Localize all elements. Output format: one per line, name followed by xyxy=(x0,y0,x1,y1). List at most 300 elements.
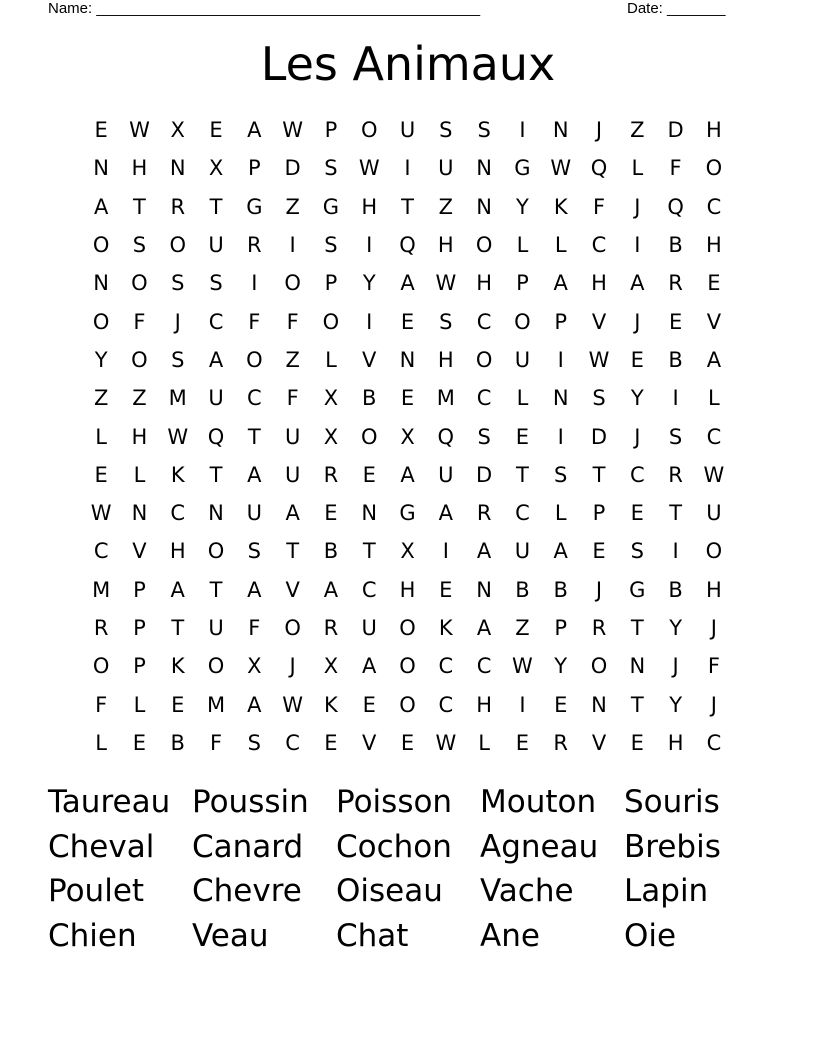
grid-letter[interactable]: R xyxy=(170,194,186,219)
grid-letter[interactable]: A xyxy=(247,118,262,143)
grid-letter[interactable]: E xyxy=(324,730,338,755)
grid-letter[interactable]: K xyxy=(324,692,338,717)
grid-letter[interactable]: E xyxy=(209,118,223,143)
grid-letter[interactable]: D xyxy=(476,462,493,487)
grid-letter[interactable]: G xyxy=(514,156,531,181)
grid-letter[interactable]: J xyxy=(289,654,296,679)
grid-letter[interactable]: Y xyxy=(516,194,529,219)
grid-letter[interactable]: N xyxy=(476,577,492,602)
grid-letter[interactable]: A xyxy=(362,654,377,679)
grid-letter[interactable]: S xyxy=(477,118,491,143)
grid-letter[interactable]: K xyxy=(553,194,568,219)
grid-letter[interactable]: Z xyxy=(285,347,300,372)
grid-letter[interactable]: T xyxy=(630,692,644,717)
grid-letter[interactable]: O xyxy=(207,539,225,564)
grid-letter[interactable]: O xyxy=(475,347,493,372)
grid-letter[interactable]: T xyxy=(516,462,529,487)
grid-letter[interactable]: O xyxy=(322,309,340,334)
grid-letter[interactable]: S xyxy=(171,347,185,372)
grid-letter[interactable]: A xyxy=(247,577,262,602)
grid-letter[interactable]: I xyxy=(634,233,641,258)
grid-letter[interactable]: P xyxy=(248,156,261,181)
grid-letter[interactable]: B xyxy=(668,233,683,258)
grid-letter[interactable]: S xyxy=(630,539,644,564)
grid-letter[interactable]: W xyxy=(358,156,380,181)
grid-letter[interactable]: C xyxy=(285,730,300,755)
grid-letter[interactable]: Z xyxy=(515,616,530,640)
grid-letter[interactable]: N xyxy=(131,501,148,526)
grid-letter[interactable]: P xyxy=(592,501,606,526)
grid-letter[interactable]: I xyxy=(289,233,296,258)
grid-letter[interactable]: I xyxy=(557,424,564,449)
grid-letter[interactable]: S xyxy=(324,156,338,181)
grid-letter[interactable]: F xyxy=(95,692,108,717)
grid-letter[interactable]: H xyxy=(476,692,493,717)
grid-letter[interactable]: L xyxy=(95,424,107,449)
grid-letter[interactable]: I xyxy=(442,539,449,564)
grid-letter[interactable]: J xyxy=(672,654,679,679)
grid-letter[interactable]: L xyxy=(133,462,146,487)
grid-letter[interactable]: H xyxy=(131,424,148,449)
grid-letter[interactable]: S xyxy=(477,424,491,449)
grid-letter[interactable]: C xyxy=(361,577,377,602)
grid-letter[interactable]: V xyxy=(362,730,377,755)
grid-letter[interactable]: L xyxy=(95,730,107,755)
letter-grid xyxy=(82,111,733,762)
grid-letter[interactable]: K xyxy=(170,654,185,679)
grid-letter[interactable]: H xyxy=(706,577,722,602)
grid-letter[interactable]: H xyxy=(131,156,148,181)
grid-letter[interactable]: X xyxy=(323,424,339,449)
grid-letter[interactable]: W xyxy=(703,462,725,487)
grid-letter[interactable]: T xyxy=(286,539,300,564)
grid-letter[interactable]: P xyxy=(133,654,146,679)
grid-letter[interactable]: O xyxy=(399,654,416,679)
grid-letter[interactable]: V xyxy=(591,309,607,334)
grid-letter[interactable]: H xyxy=(437,233,454,258)
grid-letter[interactable]: W xyxy=(435,271,457,296)
grid-letter[interactable]: M xyxy=(92,577,111,602)
grid-letter[interactable]: P xyxy=(554,309,568,334)
grid-letter[interactable]: A xyxy=(553,271,568,296)
grid-letter[interactable]: E xyxy=(668,309,683,334)
grid-letter[interactable]: M xyxy=(168,386,187,411)
grid-letter[interactable]: B xyxy=(668,577,683,602)
grid-letter[interactable]: A xyxy=(476,539,492,564)
grid-letter[interactable]: L xyxy=(708,386,720,411)
grid-letter[interactable]: Q xyxy=(590,156,608,181)
grid-letter[interactable]: C xyxy=(476,654,492,679)
grid-letter[interactable]: Q xyxy=(437,424,455,449)
grid-letter[interactable]: O xyxy=(360,118,378,143)
grid-letter[interactable]: Y xyxy=(362,271,376,296)
grid-letter[interactable]: P xyxy=(133,616,146,640)
grid-letter[interactable]: Q xyxy=(207,424,225,449)
grid-letter[interactable]: S xyxy=(439,118,453,143)
grid-letter[interactable]: A xyxy=(285,501,300,526)
grid-letter[interactable]: T xyxy=(209,194,223,219)
word-list-item: Oie xyxy=(624,918,677,955)
grid-letter[interactable]: U xyxy=(514,539,531,564)
grid-letter[interactable]: C xyxy=(706,730,722,755)
grid-letter[interactable]: I xyxy=(519,118,526,143)
grid-letter[interactable]: O xyxy=(360,424,378,449)
grid-letter[interactable]: Y xyxy=(630,386,644,411)
grid-letter[interactable]: E xyxy=(400,386,415,411)
grid-letter[interactable]: X xyxy=(400,539,415,564)
grid-letter[interactable]: C xyxy=(247,386,262,411)
grid-letter[interactable]: Z xyxy=(285,194,300,219)
grid-letter[interactable]: H xyxy=(399,577,416,602)
grid-letter[interactable]: O xyxy=(207,654,225,679)
grid-letter[interactable]: U xyxy=(208,386,224,411)
grid-letter[interactable]: I xyxy=(672,539,679,564)
grid-letter[interactable]: U xyxy=(208,233,224,258)
grid-letter[interactable]: E xyxy=(94,118,108,143)
grid-letter[interactable]: V xyxy=(285,577,300,602)
grid-letter[interactable]: R xyxy=(247,233,262,258)
grid-letter[interactable]: C xyxy=(706,424,722,449)
grid-letter[interactable]: O xyxy=(399,692,416,717)
grid-letter[interactable]: W xyxy=(129,118,150,143)
grid-letter[interactable]: X xyxy=(400,424,415,449)
grid-letter[interactable]: T xyxy=(362,539,376,564)
grid-letter[interactable]: Y xyxy=(554,654,568,679)
grid-letter[interactable]: C xyxy=(170,501,186,526)
grid-letter[interactable]: X xyxy=(208,156,224,181)
grid-letter[interactable]: R xyxy=(476,501,492,526)
grid-letter[interactable]: T xyxy=(209,577,223,602)
word-list-item: Brebis xyxy=(624,828,721,865)
grid-letter[interactable]: O xyxy=(246,347,263,372)
grid-letter[interactable]: U xyxy=(208,616,224,640)
grid-letter[interactable]: E xyxy=(630,347,644,372)
grid-letter[interactable]: R xyxy=(93,616,109,640)
grid-letter[interactable]: B xyxy=(362,386,377,411)
grid-letter[interactable]: L xyxy=(554,501,567,526)
grid-letter[interactable]: O xyxy=(92,309,110,334)
grid-letter[interactable]: P xyxy=(324,271,338,296)
grid-letter[interactable]: R xyxy=(323,462,339,487)
grid-letter[interactable]: N xyxy=(169,156,186,181)
grid-letter[interactable]: I xyxy=(366,309,373,334)
grid-letter[interactable]: O xyxy=(92,233,110,258)
grid-letter[interactable]: E xyxy=(592,539,606,564)
grid-letter[interactable]: W xyxy=(90,501,112,526)
grid-letter[interactable]: U xyxy=(399,118,416,143)
grid-letter[interactable]: Y xyxy=(94,347,108,372)
grid-letter[interactable]: V xyxy=(362,347,377,372)
grid-letter[interactable]: A xyxy=(170,577,185,602)
grid-letter[interactable]: C xyxy=(438,692,454,717)
grid-letter[interactable]: E xyxy=(132,730,147,755)
grid-letter[interactable]: T xyxy=(630,616,644,640)
grid-letter[interactable]: O xyxy=(514,309,531,334)
grid-letter[interactable]: G xyxy=(246,194,263,219)
grid-letter[interactable]: J xyxy=(710,616,717,640)
grid-letter[interactable]: C xyxy=(438,654,454,679)
grid-letter[interactable]: F xyxy=(133,309,146,334)
grid-letter[interactable]: Y xyxy=(669,692,683,717)
grid-letter[interactable]: N xyxy=(361,501,378,526)
grid-letter[interactable]: E xyxy=(171,692,185,717)
grid-letter[interactable]: L xyxy=(554,233,567,258)
grid-letter[interactable]: A xyxy=(400,462,415,487)
grid-letter[interactable]: D xyxy=(284,156,301,181)
grid-letter[interactable]: A xyxy=(323,577,339,602)
grid-letter[interactable]: G xyxy=(399,501,416,526)
grid-letter[interactable]: S xyxy=(439,309,453,334)
grid-letter[interactable]: U xyxy=(438,462,454,487)
grid-letter[interactable]: I xyxy=(519,692,526,717)
grid-letter[interactable]: E xyxy=(400,309,415,334)
grid-letter[interactable]: S xyxy=(209,271,223,296)
grid-letter[interactable]: F xyxy=(669,156,682,181)
grid-letter[interactable]: N xyxy=(399,347,416,372)
grid-letter[interactable]: A xyxy=(630,271,645,296)
grid-letter[interactable]: O xyxy=(284,271,301,296)
grid-letter[interactable]: B xyxy=(553,577,568,602)
grid-letter[interactable]: C xyxy=(208,309,224,334)
grid-letter[interactable]: W xyxy=(435,730,457,755)
word-list-item: Poulet xyxy=(48,873,145,910)
grid-letter[interactable]: F xyxy=(248,309,261,334)
date-line: Date: _______ xyxy=(627,0,726,17)
grid-letter[interactable]: T xyxy=(209,462,223,487)
grid-letter[interactable]: T xyxy=(592,462,606,487)
grid-letter[interactable]: O xyxy=(284,616,301,640)
grid-letter[interactable]: X xyxy=(323,654,339,679)
grid-letter[interactable]: H xyxy=(169,539,186,564)
grid-letter[interactable]: A xyxy=(553,539,568,564)
grid-letter[interactable]: F xyxy=(707,654,720,679)
grid-letter[interactable]: U xyxy=(246,501,263,526)
grid-letter[interactable]: N xyxy=(552,386,569,411)
grid-letter[interactable]: H xyxy=(591,271,607,296)
grid-letter[interactable]: W xyxy=(167,424,189,449)
grid-letter[interactable]: F xyxy=(286,386,299,411)
grid-letter[interactable]: V xyxy=(706,309,722,334)
grid-letter[interactable]: H xyxy=(437,347,454,372)
grid-letter[interactable]: I xyxy=(404,156,411,181)
grid-letter[interactable]: B xyxy=(515,577,530,602)
grid-letter[interactable]: O xyxy=(590,654,608,679)
grid-letter[interactable]: K xyxy=(438,616,453,640)
grid-letter[interactable]: A xyxy=(438,501,453,526)
grid-letter[interactable]: E xyxy=(362,462,376,487)
grid-letter[interactable]: Q xyxy=(399,233,416,258)
grid-letter[interactable]: Z xyxy=(438,194,454,219)
grid-letter[interactable]: J xyxy=(174,309,181,334)
grid-letter[interactable]: D xyxy=(590,424,608,449)
grid-letter[interactable]: B xyxy=(323,539,339,564)
grid-letter[interactable]: H xyxy=(706,233,722,258)
grid-letter[interactable]: I xyxy=(366,233,373,258)
grid-letter[interactable]: C xyxy=(591,233,607,258)
grid-letter[interactable]: N xyxy=(93,156,109,181)
grid-letter[interactable]: S xyxy=(247,539,261,564)
word-list-item: Cheval xyxy=(48,828,155,865)
grid-letter[interactable]: O xyxy=(475,233,493,258)
grid-letter[interactable]: E xyxy=(362,692,376,717)
grid-letter[interactable]: R xyxy=(668,462,683,487)
grid-letter[interactable]: T xyxy=(171,616,185,640)
grid-letter[interactable]: R xyxy=(591,616,607,640)
grid-letter[interactable]: E xyxy=(515,424,530,449)
grid-letter[interactable]: I xyxy=(251,271,258,296)
grid-letter[interactable]: O xyxy=(705,539,723,564)
grid-letter[interactable]: E xyxy=(515,730,530,755)
grid-letter[interactable]: L xyxy=(325,347,337,372)
grid-letter[interactable]: I xyxy=(672,386,679,411)
grid-letter[interactable]: L xyxy=(631,156,644,181)
grid-letter[interactable]: U xyxy=(361,616,377,640)
grid-letter[interactable]: X xyxy=(247,654,262,679)
grid-letter[interactable]: O xyxy=(131,271,148,296)
grid-letter[interactable]: W xyxy=(512,654,533,679)
grid-letter[interactable]: E xyxy=(324,501,338,526)
grid-letter[interactable]: E xyxy=(554,692,568,717)
grid-letter[interactable]: K xyxy=(170,462,185,487)
word-list-item: Veau xyxy=(192,918,269,955)
grid-letter[interactable]: A xyxy=(93,194,109,219)
grid-letter[interactable]: E xyxy=(94,462,108,487)
grid-letter[interactable]: A xyxy=(208,347,224,372)
grid-letter[interactable]: U xyxy=(284,424,301,449)
word-list-item: Agneau xyxy=(480,828,599,865)
grid-letter[interactable]: T xyxy=(401,194,414,219)
grid-letter[interactable]: P xyxy=(133,577,146,602)
grid-letter[interactable]: U xyxy=(284,462,301,487)
grid-letter[interactable]: U xyxy=(706,501,722,526)
grid-letter[interactable]: P xyxy=(516,271,529,296)
grid-letter[interactable]: L xyxy=(133,692,146,717)
word-list-item: Chien xyxy=(48,918,137,955)
grid-letter[interactable]: Y xyxy=(669,616,683,640)
grid-letter[interactable]: U xyxy=(514,347,531,372)
grid-letter[interactable]: L xyxy=(478,730,490,755)
grid-letter[interactable]: E xyxy=(630,730,644,755)
grid-letter[interactable]: B xyxy=(668,347,683,372)
grid-letter[interactable]: Z xyxy=(93,386,109,411)
grid-letter[interactable]: N xyxy=(552,118,569,143)
grid-letter[interactable]: B xyxy=(170,730,185,755)
grid-letter[interactable]: R xyxy=(553,730,568,755)
grid-letter[interactable]: O xyxy=(399,616,416,640)
grid-letter[interactable]: M xyxy=(206,692,226,717)
grid-letter[interactable]: C xyxy=(476,386,492,411)
grid-letter[interactable]: E xyxy=(707,271,721,296)
grid-letter[interactable]: W xyxy=(282,118,304,143)
grid-letter[interactable]: W xyxy=(282,692,304,717)
word-list-item: Mouton xyxy=(480,784,597,820)
grid-letter[interactable]: G xyxy=(322,194,340,219)
grid-letter[interactable]: N xyxy=(629,654,646,679)
grid-letter[interactable]: T xyxy=(247,424,261,449)
grid-letter[interactable]: Z xyxy=(132,386,147,411)
grid-letter[interactable]: U xyxy=(438,156,454,181)
grid-letter[interactable]: N xyxy=(208,501,224,526)
grid-letter[interactable]: A xyxy=(476,616,492,640)
grid-letter[interactable]: R xyxy=(668,271,683,296)
grid-letter[interactable]: S xyxy=(324,233,338,258)
grid-letter[interactable]: X xyxy=(323,386,339,411)
grid-letter[interactable]: H xyxy=(667,730,684,755)
grid-letter[interactable]: H xyxy=(361,194,378,219)
grid-letter[interactable]: E xyxy=(400,730,415,755)
grid-letter[interactable]: N xyxy=(93,271,109,296)
grid-letter[interactable]: N xyxy=(476,194,492,219)
grid-letter[interactable]: W xyxy=(588,347,610,372)
grid-letter[interactable]: N xyxy=(591,692,607,717)
grid-letter[interactable]: R xyxy=(323,616,339,640)
grid-letter[interactable]: J xyxy=(595,118,603,143)
grid-letter[interactable]: N xyxy=(476,156,492,181)
grid-letter[interactable]: S xyxy=(554,462,568,487)
grid-letter[interactable]: S xyxy=(668,424,683,449)
grid-letter[interactable]: A xyxy=(706,347,722,372)
grid-letter[interactable]: E xyxy=(630,501,644,526)
grid-letter[interactable]: L xyxy=(516,386,529,411)
grid-letter[interactable]: L xyxy=(516,233,529,258)
grid-letter[interactable]: A xyxy=(247,692,262,717)
grid-letter[interactable]: F xyxy=(209,730,223,755)
grid-letter[interactable]: E xyxy=(439,577,453,602)
grid-letter[interactable]: I xyxy=(557,347,564,372)
grid-letter[interactable]: H xyxy=(476,271,493,296)
grid-letter[interactable]: M xyxy=(436,386,455,411)
word-list xyxy=(48,780,768,959)
grid-letter[interactable]: S xyxy=(247,730,261,755)
grid-letter[interactable]: V xyxy=(591,730,607,755)
grid-letter[interactable]: O xyxy=(169,233,186,258)
grid-letter[interactable]: C xyxy=(93,539,109,564)
grid-letter[interactable]: C xyxy=(706,194,722,219)
grid-letter[interactable]: O xyxy=(131,347,148,372)
grid-letter[interactable]: P xyxy=(554,616,568,640)
grid-letter[interactable]: G xyxy=(629,577,646,602)
grid-letter[interactable]: D xyxy=(667,118,684,143)
grid-letter[interactable]: V xyxy=(132,539,147,564)
grid-letter[interactable]: Q xyxy=(667,194,684,219)
grid-letter[interactable]: J xyxy=(595,577,603,602)
grid-letter[interactable]: S xyxy=(592,386,606,411)
grid-letter[interactable]: J xyxy=(710,692,717,717)
grid-letter[interactable]: F xyxy=(248,616,261,640)
grid-letter[interactable]: C xyxy=(629,462,645,487)
grid-letter[interactable]: X xyxy=(170,118,185,143)
grid-letter[interactable]: F xyxy=(592,194,606,219)
grid-letter[interactable]: S xyxy=(171,271,185,296)
grid-letter[interactable]: T xyxy=(669,501,683,526)
grid-letter[interactable]: Z xyxy=(630,118,645,143)
grid-letter[interactable]: C xyxy=(476,309,492,334)
grid-letter[interactable]: T xyxy=(133,194,146,219)
grid-letter[interactable]: C xyxy=(515,501,530,526)
grid-letter[interactable]: J xyxy=(634,309,641,334)
grid-letter[interactable]: P xyxy=(324,118,338,143)
grid-letter[interactable]: A xyxy=(247,462,262,487)
grid-letter[interactable]: F xyxy=(286,309,299,334)
grid-letter[interactable]: O xyxy=(705,156,723,181)
grid-letter[interactable]: S xyxy=(132,233,147,258)
grid-letter[interactable]: W xyxy=(550,156,572,181)
grid-letter[interactable]: J xyxy=(634,424,641,449)
grid-letter[interactable]: J xyxy=(634,194,641,219)
grid-letter[interactable]: A xyxy=(400,271,415,296)
grid-letter[interactable]: O xyxy=(92,654,110,679)
grid-letter[interactable]: H xyxy=(706,118,722,143)
